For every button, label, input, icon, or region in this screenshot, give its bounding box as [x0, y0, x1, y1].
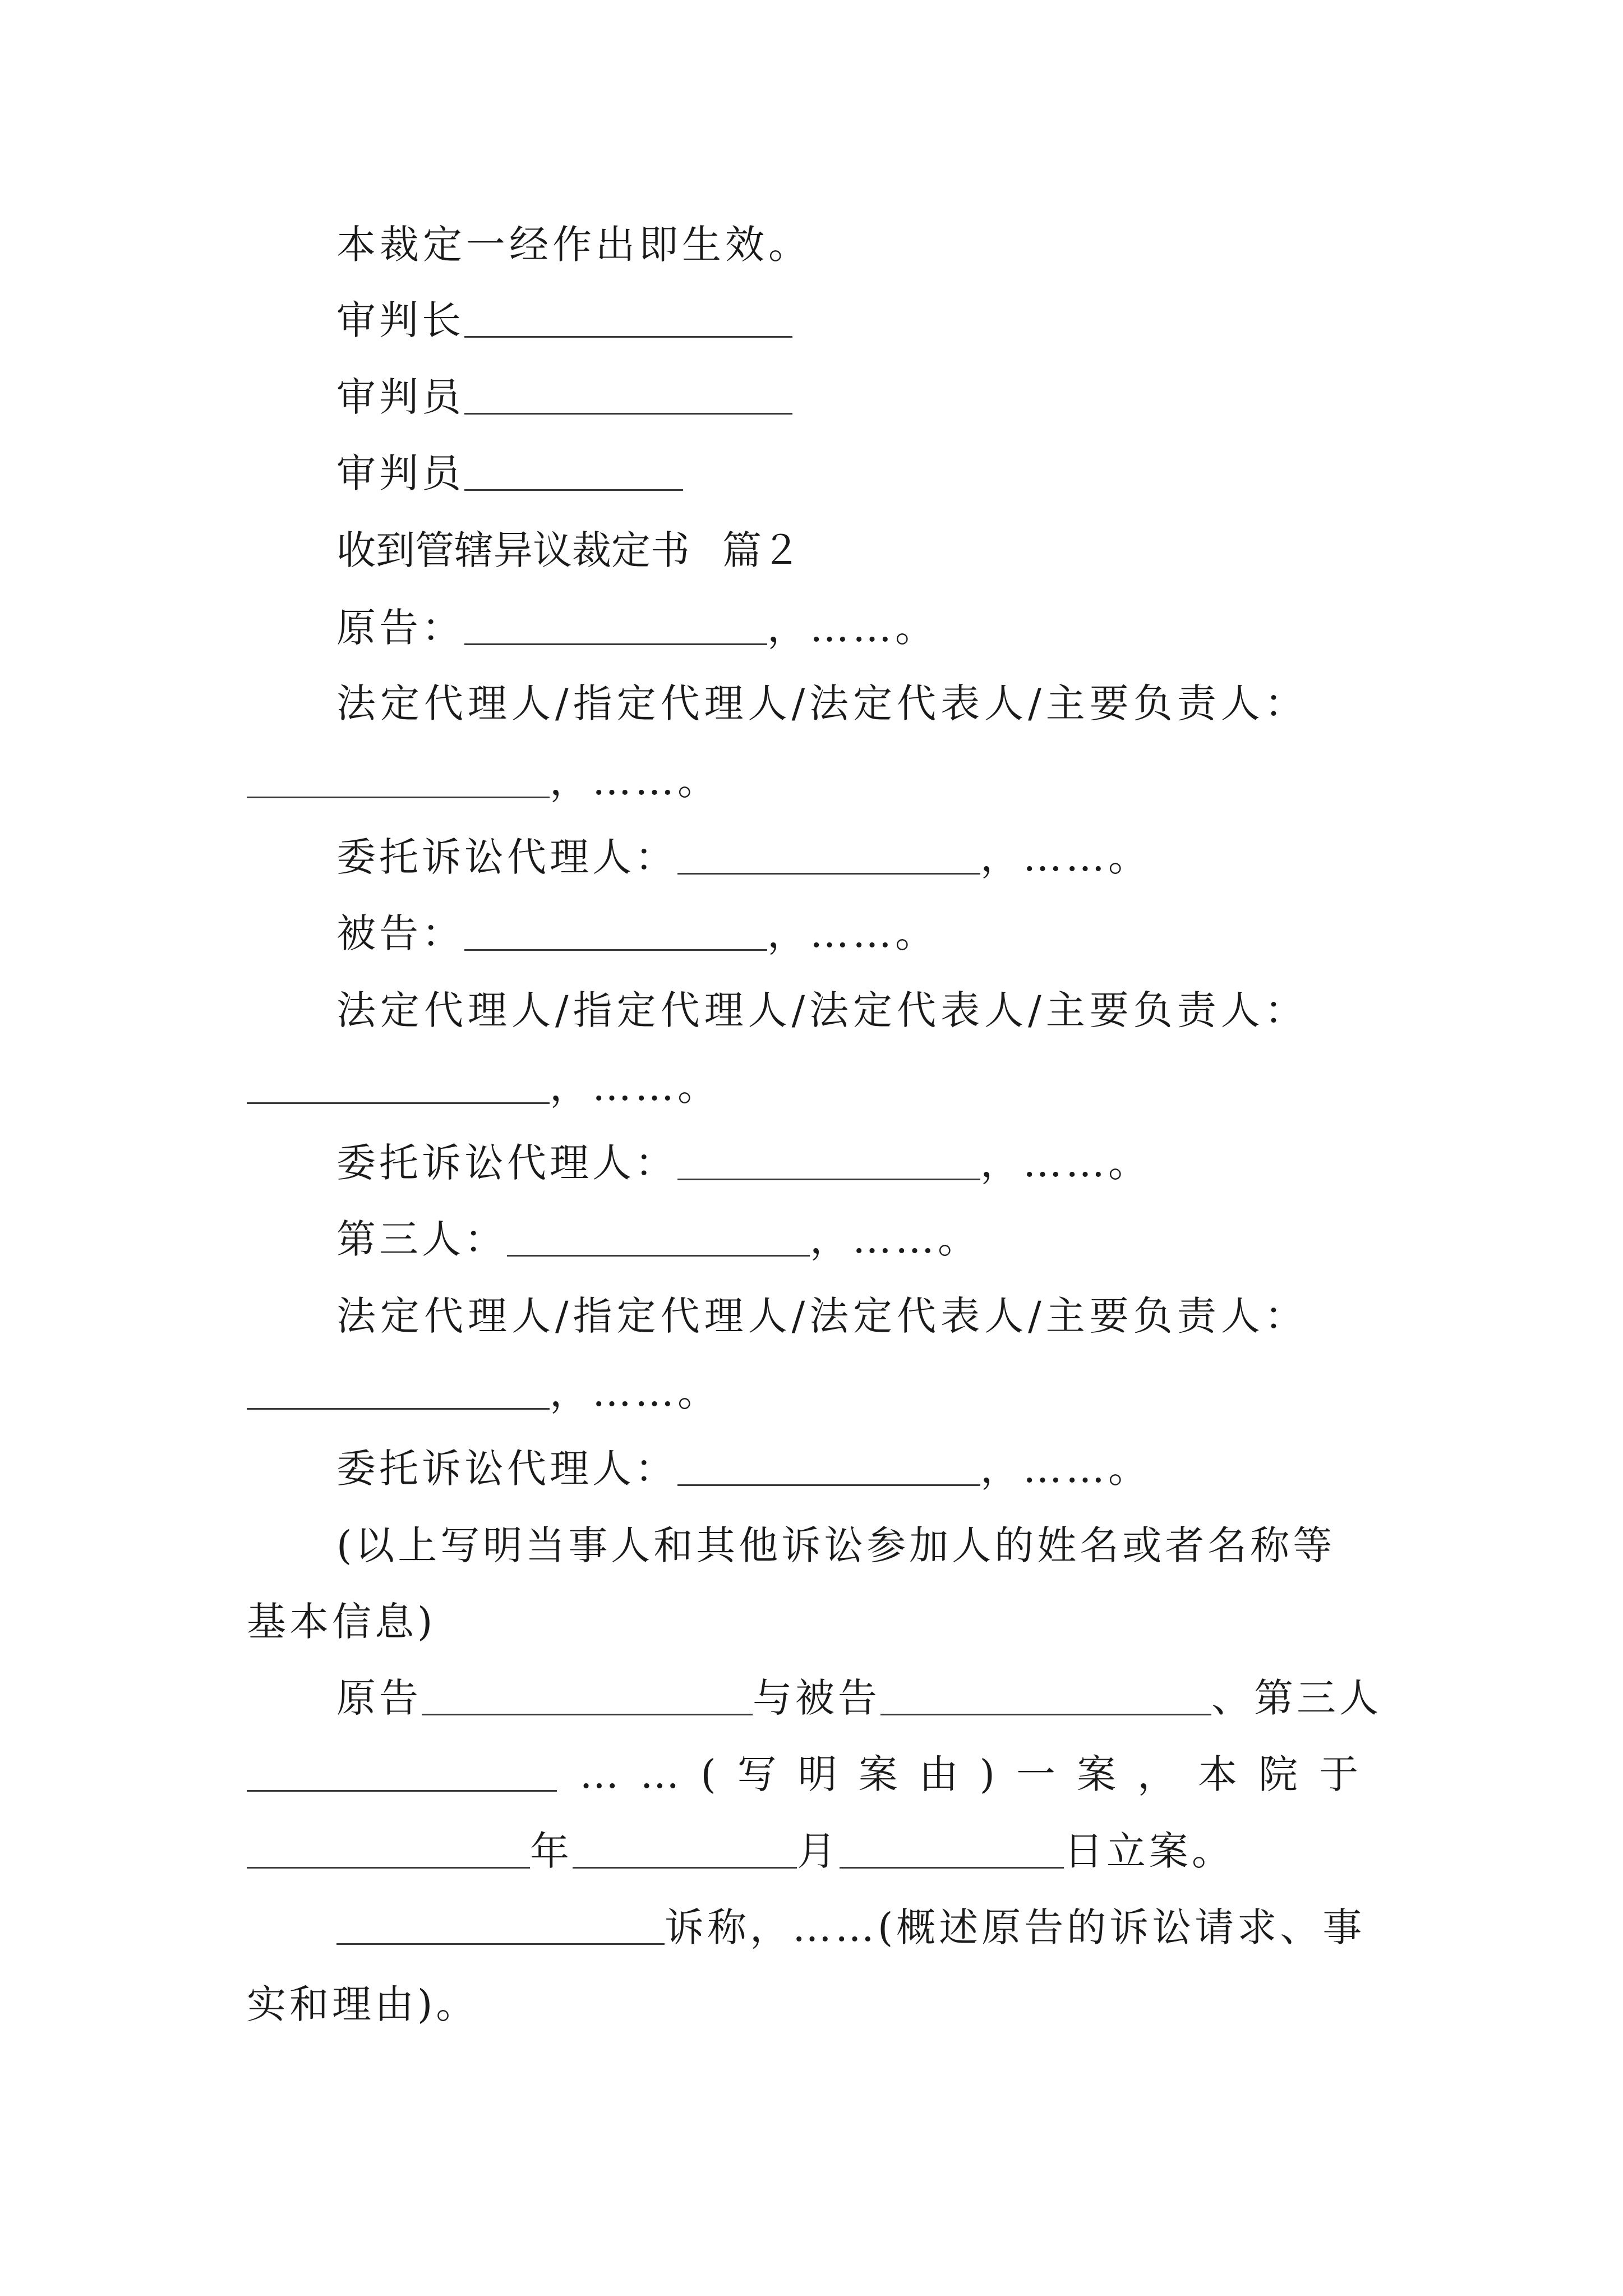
claims-text: 诉称，……(概述原告的诉讼请求、事 — [665, 1904, 1366, 1950]
case-defendant-label: 与被告 — [753, 1675, 880, 1721]
plaintiff-litigation-agent-label: 委托诉讼代理人： — [336, 834, 677, 880]
judge-label-1: 审判员 — [336, 374, 464, 420]
case-cause-text: ……(写明案由)一案，本院于 — [579, 1751, 1380, 1797]
third-party-litigation-agent-label: 委托诉讼代理人： — [336, 1446, 677, 1492]
judge-line-2 — [336, 448, 683, 499]
section-heading — [336, 524, 801, 576]
case-defendant-blank — [880, 1672, 1211, 1715]
defendant-litigation-agent-line — [336, 1137, 1151, 1189]
defendant-litigation-agent-ellipsis: ，……。 — [980, 1140, 1151, 1186]
defendant-ellipsis: ，……。 — [767, 910, 938, 956]
defendant-agent-ellipsis: ，……。 — [550, 1064, 720, 1110]
third-party-ellipsis: ，……。 — [810, 1216, 980, 1262]
section-part: 篇２ — [722, 527, 801, 573]
defendant-litigation-agent-blank — [677, 1137, 980, 1180]
defendant-line — [336, 908, 938, 959]
judge-blank-1 — [464, 371, 792, 415]
case-plaintiff-label: 原告 — [336, 1675, 422, 1721]
third-party-agent-ellipsis: ，……。 — [550, 1369, 720, 1415]
judge-line-1 — [336, 371, 792, 423]
parties-note-line-1: (以上写明当事人和其他诉讼参加人的姓名或者名称等 — [336, 1522, 1336, 1568]
plaintiff-agent-ellipsis: ，……。 — [550, 758, 720, 804]
third-party-litigation-agent-ellipsis: ，……。 — [980, 1446, 1151, 1492]
claimant-blank — [336, 1902, 665, 1945]
plaintiff-agent-types: 法定代理人/指定代理人/法定代表人/主要负责人： — [336, 680, 1308, 726]
filing-year-label: 年 — [530, 1828, 573, 1874]
judge-blank-2 — [464, 448, 683, 491]
third-party-blank — [507, 1213, 810, 1257]
plaintiff-label: 原告： — [336, 605, 464, 651]
third-party-litigation-agent-line — [336, 1443, 1151, 1494]
defendant-agent-blank — [247, 1061, 550, 1104]
third-party-litigation-agent-blank — [677, 1443, 980, 1486]
section-title: 收到管辖异议裁定书 — [336, 527, 690, 573]
plaintiff-blank — [464, 602, 767, 645]
claims-line-2: 实和理由)。 — [247, 1981, 479, 2027]
plaintiff-line — [336, 602, 938, 654]
judge-label-2: 审判员 — [336, 450, 464, 496]
filing-day-label: 日立案。 — [1064, 1828, 1234, 1874]
third-party-agent-types: 法定代理人/指定代理人/法定代表人/主要负责人： — [336, 1293, 1308, 1339]
case-plaintiff-blank — [422, 1672, 753, 1715]
third-party-agent-line — [247, 1366, 720, 1418]
plaintiff-agent-blank — [247, 755, 550, 798]
plaintiff-litigation-agent-line — [336, 831, 1151, 883]
plaintiff-agent-line — [247, 755, 720, 807]
filing-day-blank — [840, 1825, 1064, 1869]
plaintiff-litigation-agent-ellipsis: ，……。 — [980, 834, 1151, 880]
defendant-blank — [464, 908, 767, 951]
presiding-judge-blank — [464, 295, 792, 338]
filing-date-line — [247, 1825, 1234, 1877]
case-third-party-blank — [247, 1749, 557, 1792]
case-line-2 — [247, 1749, 1380, 1800]
filing-month-label: 月 — [797, 1828, 840, 1874]
defendant-agent-line — [247, 1061, 720, 1112]
case-third-party-label: 、第三人 — [1211, 1675, 1382, 1721]
plaintiff-ellipsis: ，……。 — [767, 605, 938, 651]
plaintiff-litigation-agent-blank — [677, 831, 980, 875]
presiding-judge-label: 审判长 — [336, 297, 464, 343]
defendant-label: 被告： — [336, 910, 464, 956]
case-line-1 — [336, 1672, 1382, 1724]
effective-statement: 本裁定一经作出即生效。 — [336, 222, 811, 268]
presiding-judge-line — [336, 295, 792, 346]
parties-note-line-2: 基本信息) — [247, 1599, 436, 1645]
third-party-label: 第三人： — [336, 1216, 507, 1262]
third-party-agent-blank — [247, 1366, 550, 1410]
defendant-litigation-agent-label: 委托诉讼代理人： — [336, 1140, 677, 1186]
third-party-line — [336, 1213, 980, 1265]
filing-year-blank — [247, 1825, 530, 1869]
defendant-agent-types: 法定代理人/指定代理人/法定代表人/主要负责人： — [336, 987, 1308, 1033]
claims-line-1 — [336, 1902, 1365, 1953]
filing-month-blank — [573, 1825, 797, 1869]
